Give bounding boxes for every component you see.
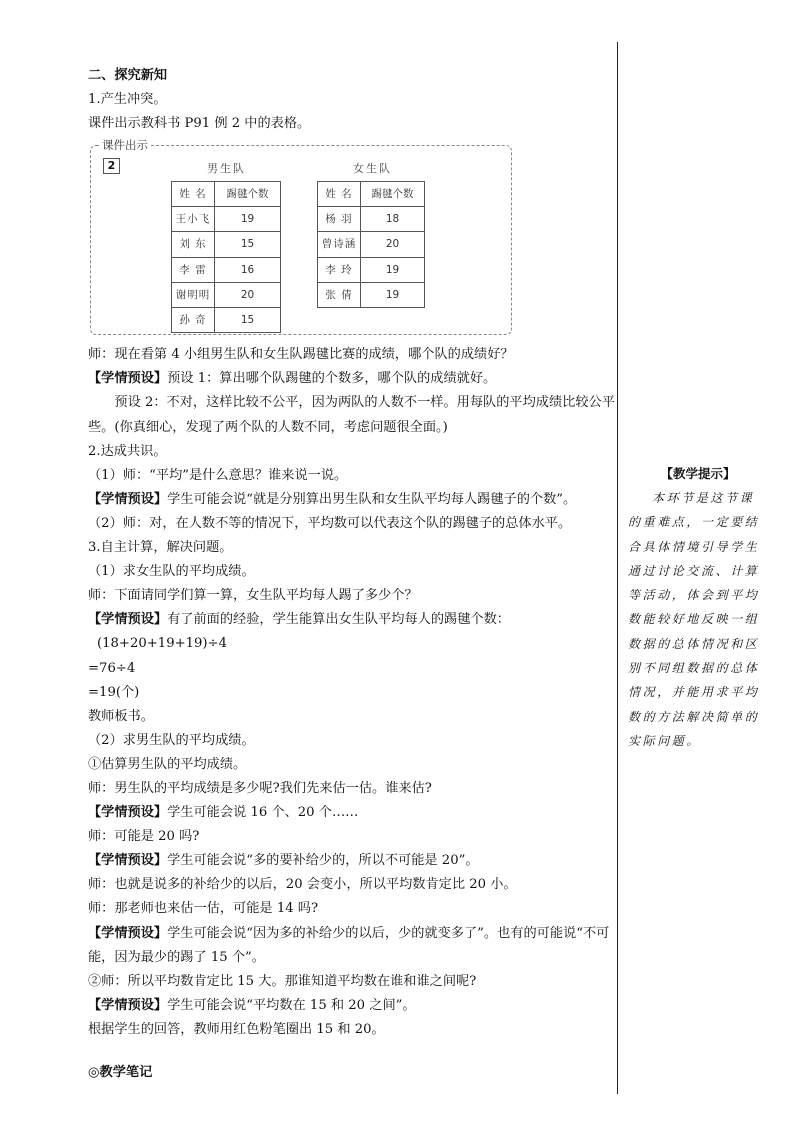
paragraph: 师：也就是说多的补给少的以后，20 会变小，所以平均数肯定比 20 小。 [88, 877, 517, 893]
cell-count: 16 [215, 257, 281, 282]
paragraph: 师：那老师也来估一估，可能是 14 吗? [88, 901, 319, 917]
formula-line: =76÷4 [88, 660, 136, 676]
boys-team-title: 男生队 [207, 162, 246, 176]
preset-tag: 【学情预设】 [88, 491, 168, 507]
preset-text: 学生可能会说“平均数在 15 和 20 之间”。 [167, 997, 416, 1013]
table-row [172, 257, 281, 282]
paragraph: 师：男生队的平均成绩是多少呢?我们先来估一估。谁来估? [88, 780, 432, 796]
boys-score-table [171, 181, 281, 333]
courseware-box [90, 138, 512, 335]
preset-text: 学生可能会说“多的要补给少的，所以不可能是 20”。 [167, 853, 479, 869]
paragraph: 师：现在看第 4 小组男生队和女生队踢毽比赛的成绩，哪个队的成绩好？ [88, 347, 514, 363]
paragraph: （2）师：对，在人数不等的情况下，平均数可以代表这个队的踢毽子的总体水平。 [88, 515, 572, 531]
cell-name: 孙 奇 [172, 307, 215, 332]
paragraph: 教师板书。 [88, 708, 154, 724]
paragraph [88, 849, 618, 873]
table-row [318, 282, 425, 307]
paragraph: ②师：所以平均数肯定比 15 大。那谁知道平均数在谁和谁之间呢? [88, 973, 477, 989]
table-row [172, 232, 281, 257]
step-heading: 1.产生冲突。 [88, 92, 167, 108]
example-number: 2 [103, 158, 120, 174]
table-row [318, 232, 425, 257]
paragraph: （1）师：“平均”是什么意思？谁来说一说。 [88, 467, 348, 483]
cell-count: 15 [215, 232, 281, 257]
cell-name: 李 玲 [318, 257, 361, 282]
teaching-notes-heading: ◎教学笔记 [88, 1065, 153, 1080]
table-row [318, 257, 425, 282]
formula-line: =19(个) [88, 684, 140, 700]
table-row [172, 307, 281, 332]
lesson-content [88, 64, 618, 1085]
table-row [318, 207, 425, 232]
preset-text: 学生可能会说“就是分别算出男生队和女生队平均每人踢毽子的个数”。 [167, 491, 577, 507]
paragraph [88, 801, 618, 825]
preset-text: 预设 1：算出哪个队踢毽的个数多，哪个队的成绩就好。 [167, 371, 497, 387]
preset-tag: 【学情预设】 [88, 805, 168, 821]
teaching-tip-title: 【教学提示】 [660, 466, 736, 481]
paragraph [88, 922, 618, 970]
cell-count: 15 [215, 307, 281, 332]
teaching-tip-body: 本环节是这节课的重难点，一定要结合具体情境引导学生通过讨论交流、计算等活动，体会到平均数能较好地反映一组数据的总体情况和区别不同组数据的总体情况，并能用求平均数的方法解决简单的实际问题。 [628, 491, 760, 748]
preset-tag: 【学情预设】 [88, 925, 168, 941]
section-title: 二、探究新知 [88, 68, 168, 83]
cell-name: 刘 东 [172, 232, 215, 257]
cell-name: 曾诗涵 [318, 232, 361, 257]
table-row [172, 282, 281, 307]
cell-count: 20 [361, 232, 425, 257]
courseware-label: 课件出示 [99, 137, 151, 153]
preset-tag: 【学情预设】 [88, 612, 168, 628]
formula-line: (18+20+19+19)÷4 [97, 636, 228, 652]
cell-count: 20 [215, 282, 281, 307]
step-heading: 3.自主计算，解决问题。 [88, 540, 233, 556]
paragraph: 师：可能是 20 吗? [88, 829, 200, 845]
paragraph: 预设 2：不对，这样比较不公平，因为两队的人数不一样。用每队的平均成绩比较公平些。(你真细心，发现了两个队的人数不同，考虑问题很全面。) [88, 395, 615, 435]
cell-name: 李 雷 [172, 257, 215, 282]
preset-tag: 【学情预设】 [88, 853, 168, 869]
table-row [172, 207, 281, 232]
cell-count: 19 [215, 207, 281, 232]
paragraph: （2）求男生队的平均成绩。 [88, 732, 255, 748]
header-name: 姓 名 [172, 182, 215, 207]
girls-score-table [317, 181, 425, 307]
preset-text: 学生可能会说 16 个、20 个…… [167, 805, 359, 821]
table-header [172, 182, 281, 207]
table-header [318, 182, 425, 207]
cell-count: 18 [361, 207, 425, 232]
preset-tag: 【学情预设】 [88, 997, 168, 1013]
paragraph: 师：下面请同学们算一算，女生队平均每人踢了多少个？ [88, 588, 418, 604]
paragraph: 课件出示教科书 P91 例 2 中的表格。 [88, 116, 311, 132]
cell-count: 19 [361, 257, 425, 282]
teaching-tip-panel [628, 464, 768, 753]
paragraph [88, 608, 618, 632]
paragraph: （1）求女生队的平均成绩。 [88, 564, 255, 580]
header-count: 踢毽个数 [361, 182, 425, 207]
paragraph [88, 994, 618, 1018]
preset-text: 学生可能会说“因为多的补给少的以后，少的就变多了”。也有的可能说“不可能，因为最少的踢了 15 个”。 [88, 925, 610, 965]
step-heading: 2.达成共识。 [88, 443, 167, 459]
paragraph [88, 367, 618, 391]
cell-name: 王小飞 [172, 207, 215, 232]
girls-team-title: 女生队 [353, 162, 392, 176]
paragraph [88, 488, 618, 512]
header-name: 姓 名 [318, 182, 361, 207]
preset-tag: 【学情预设】 [88, 371, 168, 387]
cell-count: 19 [361, 282, 425, 307]
paragraph: ①估算男生队的平均成绩。 [88, 756, 247, 772]
cell-name: 杨 羽 [318, 207, 361, 232]
cell-name: 谢明明 [172, 282, 215, 307]
preset-text: 有了前面的经验，学生能算出女生队平均每人的踢毽个数： [167, 612, 510, 628]
cell-name: 张 倩 [318, 282, 361, 307]
paragraph: 根据学生的回答，教师用红色粉笔圈出 15 和 20。 [88, 1021, 385, 1037]
header-count: 踢毽个数 [215, 182, 281, 207]
